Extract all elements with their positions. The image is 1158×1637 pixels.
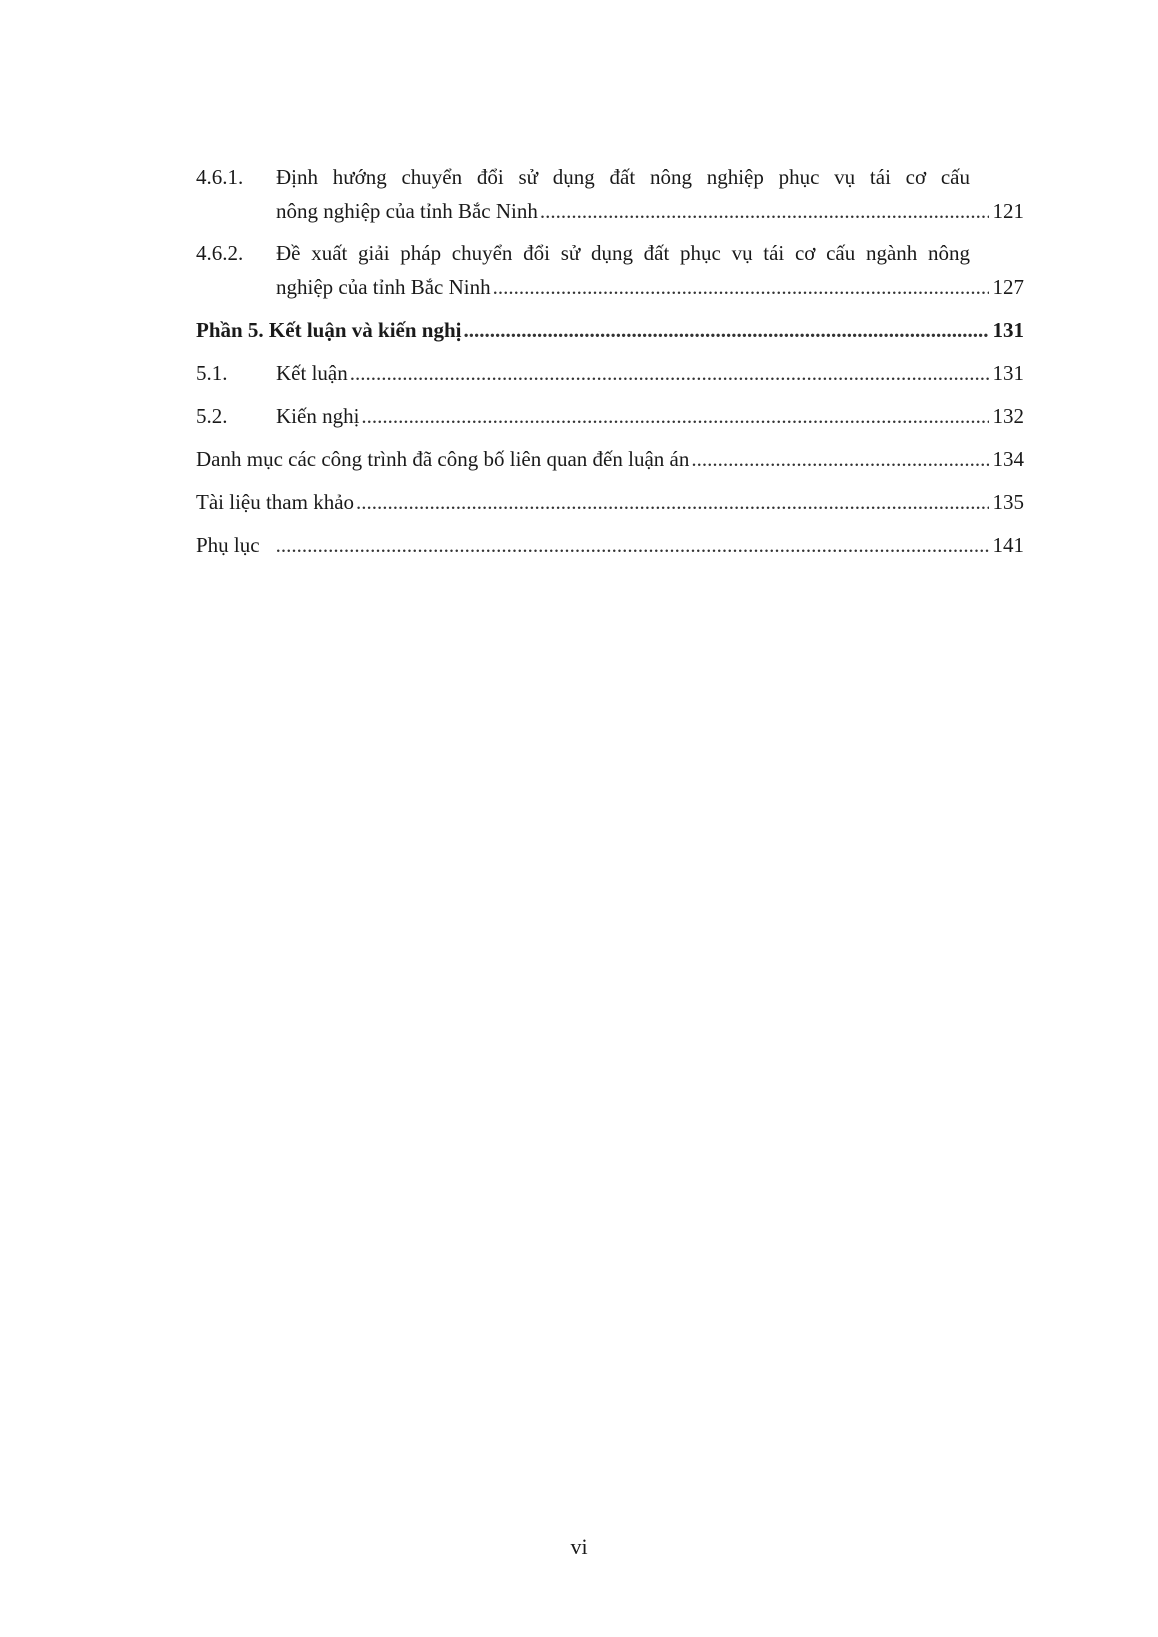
dot-leader — [361, 399, 988, 433]
toc-entry-title-line1: Định hướng chuyển đổi sử dụng đất nông nghiệp phục vụ tái cơ cấu — [276, 165, 970, 189]
toc-entry-number: 5.1. — [196, 361, 228, 385]
toc-page-number: 131 — [992, 318, 1024, 342]
dot-leader — [350, 356, 989, 390]
toc-entry-number: 4.6.2. — [196, 241, 244, 265]
toc-entry-title-line2: nghiệp của tỉnh Bắc Ninh — [276, 275, 491, 299]
toc-entry-4-6-2[interactable] — [196, 236, 1024, 304]
dot-leader — [493, 270, 989, 304]
toc-entry-title-line2: nông nghiệp của tỉnh Bắc Ninh — [276, 199, 538, 223]
toc-page-number: 132 — [992, 404, 1024, 428]
toc-page-number: 127 — [992, 275, 1024, 299]
toc-entry-publications[interactable] — [196, 442, 1024, 476]
toc-entry-title: Tài liệu tham khảo — [196, 490, 355, 514]
toc-entry-title: Phụ lục — [196, 533, 260, 557]
page-number-footer: vi — [570, 1534, 588, 1559]
toc-entry-4-6-1[interactable] — [196, 160, 1024, 228]
table-of-contents — [196, 160, 1024, 562]
toc-entry-5-2[interactable] — [196, 399, 1024, 433]
toc-page-number: 134 — [992, 447, 1024, 471]
dot-leader — [356, 485, 988, 519]
toc-page-number: 131 — [992, 361, 1024, 385]
toc-page-number: 135 — [992, 490, 1024, 514]
dot-leader — [276, 528, 989, 562]
toc-entry-title: Danh mục các công trình đã công bố liên quan đến luận án — [196, 447, 690, 471]
toc-page-number: 141 — [992, 533, 1024, 557]
toc-entry-title-line1: Đề xuất giải pháp chuyển đổi sử dụng đất phục vụ tái cơ cấu ngành nông — [276, 241, 970, 265]
toc-entry-title: Kiến nghị — [276, 404, 360, 428]
toc-entry-number: 5.2. — [196, 404, 228, 428]
toc-entry-appendix[interactable] — [196, 528, 1024, 562]
toc-entry-number: 4.6.1. — [196, 165, 244, 189]
toc-entry-title: Kết luận — [276, 361, 348, 385]
toc-page-number: 121 — [992, 199, 1024, 223]
toc-entry-references[interactable] — [196, 485, 1024, 519]
toc-entry-title: Phần 5. Kết luận và kiến nghị — [196, 318, 462, 342]
dot-leader — [463, 313, 988, 347]
dot-leader — [691, 442, 988, 476]
toc-entry-5-1[interactable] — [196, 356, 1024, 390]
dot-leader — [540, 194, 989, 228]
toc-entry-part-5[interactable] — [196, 313, 1024, 347]
